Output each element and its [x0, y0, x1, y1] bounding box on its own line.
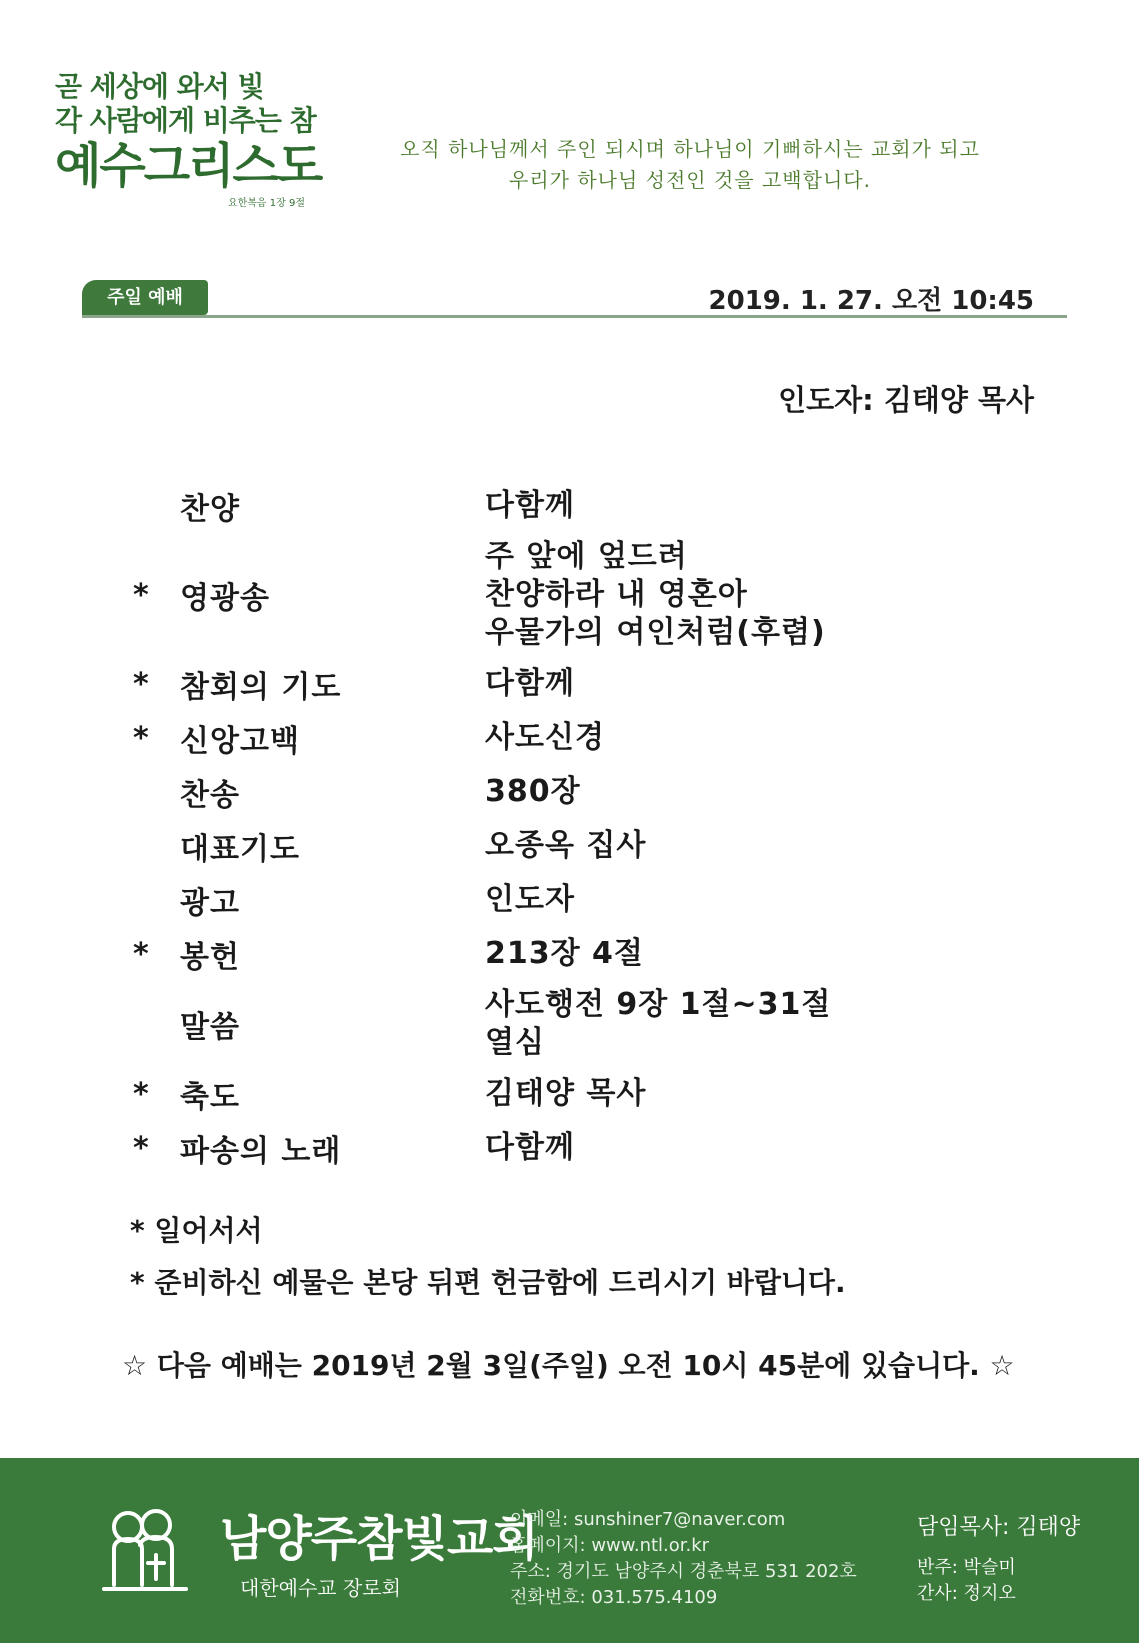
slogan-line-3: 예수그리스도 — [55, 138, 322, 194]
order-row — [125, 986, 1025, 1062]
order-item-name: 찬송 — [180, 778, 240, 813]
note-offering: * 준비하신 예물은 본당 뒤편 헌금함에 드리시기 바랍니다. — [130, 1266, 846, 1299]
order-detail-line: 380장 — [485, 774, 581, 809]
contact-homepage: 홈페이지: www.ntl.or.kr — [510, 1535, 710, 1556]
staff-list — [917, 1555, 1016, 1607]
order-detail-line: 오종옥 집사 — [485, 828, 647, 863]
order-item-detail — [485, 1129, 1025, 1167]
order-detail-line: 다함께 — [485, 488, 575, 523]
order-row — [125, 1072, 1025, 1116]
order-item-detail — [485, 719, 1025, 757]
order-item-detail — [485, 487, 1025, 525]
senior-pastor: 담임목사: 김태양 — [917, 1515, 1081, 1540]
slogan-calligraphy — [55, 70, 325, 209]
order-row — [125, 538, 1025, 652]
church-logo-icon — [100, 1505, 190, 1603]
service-datetime: 2019. 1. 27. 오전 10:45 — [708, 286, 1034, 316]
order-item-detail — [485, 827, 1025, 865]
order-item-detail — [485, 538, 1025, 652]
order-item-detail — [485, 986, 1025, 1062]
order-detail-line: 213장 4절 — [485, 936, 644, 971]
order-row — [125, 1126, 1025, 1170]
note-stand: * 일어서서 — [130, 1214, 263, 1247]
staff-accompanist: 반주: 박슬미 — [917, 1557, 1016, 1578]
order-row — [125, 770, 1025, 814]
order-detail-line: 인도자 — [485, 882, 575, 917]
order-item-detail — [485, 665, 1025, 703]
order-of-service — [125, 484, 1025, 1180]
order-detail-line: 다함께 — [485, 1130, 575, 1165]
denomination: 대한예수교 장로회 — [240, 1576, 401, 1600]
order-detail-line: 사도신경 — [485, 720, 605, 755]
order-item-name: 봉헌 — [180, 940, 240, 975]
order-row — [125, 824, 1025, 868]
standing-marker: * — [133, 720, 149, 756]
section-tab: 주일 예배 — [82, 280, 208, 315]
order-item-name: 말씀 — [180, 1010, 240, 1045]
contact-phone: 전화번호: 031.575.4109 — [510, 1587, 718, 1608]
order-row — [125, 662, 1025, 706]
order-row — [125, 484, 1025, 528]
order-row — [125, 716, 1025, 760]
order-item-name: 참회의 기도 — [180, 670, 342, 705]
order-item-name: 대표기도 — [180, 832, 300, 867]
slogan-caption: 요한복음 1장 9절 — [227, 198, 305, 209]
order-detail-line: 사도행전 9장 1절~31절 — [485, 987, 832, 1022]
order-item-name: 찬양 — [180, 492, 240, 527]
order-detail-line: 주 앞에 엎드려 — [485, 539, 688, 574]
order-row — [125, 878, 1025, 922]
vision-line-2: 우리가 하나님 성전인 것을 고백합니다. — [509, 168, 871, 192]
order-item-name: 축도 — [180, 1080, 240, 1115]
standing-marker: * — [133, 936, 149, 972]
order-item-name: 파송의 노래 — [180, 1134, 342, 1169]
order-row — [125, 932, 1025, 976]
order-item-name: 광고 — [180, 886, 240, 921]
contact-email: 이메일: sunshiner7@naver.com — [510, 1509, 786, 1530]
slogan-line-2: 각 사람에게 비추는 참 — [55, 104, 316, 137]
notes — [130, 1205, 846, 1309]
order-detail-line: 열심 — [485, 1025, 545, 1060]
order-item-name: 신앙고백 — [180, 724, 300, 759]
order-detail-line: 우물가의 여인처럼(후렴) — [485, 615, 826, 650]
order-item-detail — [485, 935, 1025, 973]
order-item-detail — [485, 773, 1025, 811]
standing-marker: * — [133, 1076, 149, 1112]
order-item-name: 영광송 — [180, 581, 270, 616]
service-leader: 인도자: 김태양 목사 — [778, 383, 1034, 417]
vision-statement — [370, 134, 1010, 196]
staff-secretary: 간사: 정지오 — [917, 1583, 1016, 1604]
standing-marker: * — [133, 577, 149, 613]
order-detail-line: 다함께 — [485, 666, 575, 701]
vision-line-1: 오직 하나님께서 주인 되시며 하나님이 기뻐하시는 교회가 되고 — [400, 137, 980, 161]
order-detail-line: 김태양 목사 — [485, 1076, 647, 1111]
order-item-detail — [485, 1075, 1025, 1113]
order-item-detail — [485, 881, 1025, 919]
standing-marker: * — [133, 1130, 149, 1166]
next-service-notice: ☆ 다음 예배는 2019년 2월 3일(주일) 오전 10시 45분에 있습니다. ☆ — [122, 1349, 1015, 1382]
contact-address: 주소: 경기도 남양주시 경춘북로 531 202호 — [510, 1561, 857, 1582]
standing-marker: * — [133, 666, 149, 702]
order-detail-line: 찬양하라 내 영혼아 — [485, 577, 748, 612]
slogan-line-1: 곧 세상에 와서 빛 — [55, 70, 264, 103]
contact-info — [510, 1507, 857, 1611]
church-name: 남양주참빛교회 — [220, 1511, 538, 1567]
